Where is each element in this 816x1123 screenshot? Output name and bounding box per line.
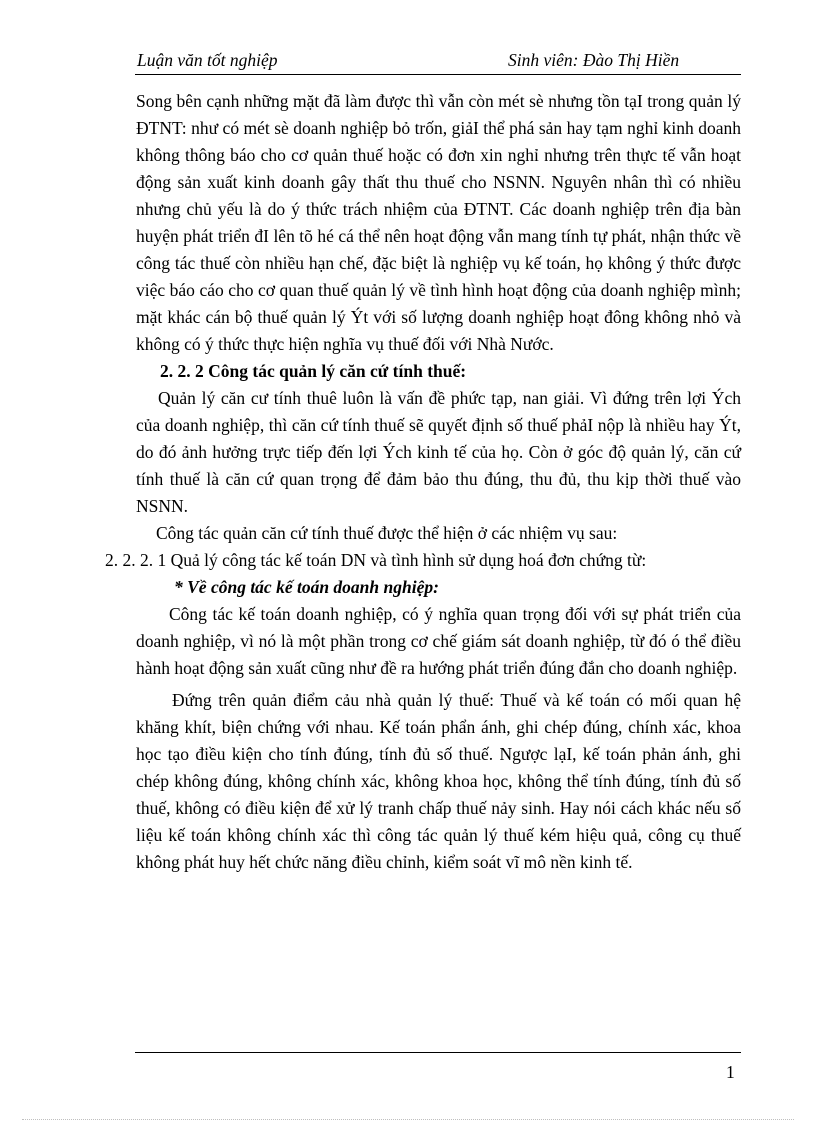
section-heading-2-2-2: 2. 2. 2 Công tác quản lý căn cứ tính thuế:	[160, 361, 467, 381]
paragraph-2: Quản lý căn cư tính thuê luôn là vấn đề phức tạp, nan giải. Vì đứng trên lợi Ých của doanh nghiệp, thì căn cứ tính thuế sẽ quyết định số thuế phảI nộp là nhiều hay Ýt, do đó ảnh hưởng trực tiếp đến lợi Ých kinh tế của họ. Còn ở góc độ quản lý, căn cứ tính thuế là căn cứ quan trọng để đảm bảo thu đúng, thu đủ, thu kịp thời thuế vào NSNN.	[136, 388, 741, 516]
page-header	[135, 46, 741, 75]
header-author: Sinh viên: Đào Thị Hiền	[508, 50, 680, 70]
italic-heading-accounting: * Về công tác kế toán doanh nghiệp:	[174, 577, 439, 597]
paragraph-5: Đứng trên quản điểm cảu nhà quản lý thuế: Thuế và kế toán có mối quan hệ khăng khít, biện chứng với nhau. Kế toán phẩn ánh, ghi chép đúng, chính xác, khoa học tạo điều kiện cho tính đúng, tính đủ số thuế. Ngược lạI, kế toán phản ánh, ghi chép không đúng, không chính xác, không khoa học, không thể tính đúng, tính đủ số thuế, không có điều kiện để xử lý tranh chấp thuế nảy sinh. Hay nói cách khác nếu số liệu kế toán không chính xác thì công tác quản lý thuế kém hiệu quả, công cụ thuế không phát huy hết chức năng điều chỉnh, kiểm soát vĩ mô nền kinh tế.	[136, 690, 741, 872]
paragraph-3: Công tác quản căn cứ tính thuế được thể hiện ở các nhiệm vụ sau:	[156, 523, 618, 543]
paragraph-4: Công tác kế toán doanh nghiệp, có ý nghĩa quan trọng đối với sự phát triển của doanh nghiệp, vì nó là một phần trong cơ chế giám sát doanh nghiệp, từ đó ó thể điều hành hoạt động sản xuất cũng như đề ra hướng phát triển đúng đắn cho doanh nghiệp.	[136, 604, 741, 678]
document-body	[105, 88, 741, 876]
page-number: 1	[726, 1062, 735, 1082]
page-bottom-edge	[22, 1119, 794, 1120]
header-title: Luận văn tốt nghiệp	[137, 50, 278, 70]
paragraph-1: Song bên cạnh những mặt đã làm được thì vẫn còn mét sè nhưng tồn tạI trong quản lý ĐTNT: như có mét sè doanh nghiệp bỏ trốn, giảI thể phá sản hay tạm nghỉ kinh doanh không thông báo cho cơ quản thuế hoặc có đơn xin nghỉ nhưng trên thực tế vẫn hoạt động sản xuất kinh doanh gây thất thu thuế cho NSNN. Nguyên nhân thì có nhiều nhưng chủ yếu là do ý thức trách nhiệm của ĐTNT. Các doanh nghiệp trên địa bàn huyện phát triển đI lên tõ hé cá thể nên hoạt động vẫn mang tính tự phát, nhận thức về công tác thuế còn nhiều hạn chế, đặc biệt là nghiệp vụ kế toán, họ không ý thức được việc báo cáo cho cơ quan thuế quản lý về tình hình hoạt động của doanh nghiệp mình; mặt khác cán bộ thuế quản lý Ýt với số lượng doanh nghiệp hoạt đông không nhỏ và không có ý thức thực hiện nghĩa vụ thuế đối với Nhà Nước.	[136, 91, 741, 354]
footer-divider	[135, 1052, 741, 1053]
subsection-heading-2-2-2-1: 2. 2. 2. 1 Quả lý công tác kế toán DN và tình hình sử dụng hoá đơn chứng từ:	[105, 550, 647, 570]
